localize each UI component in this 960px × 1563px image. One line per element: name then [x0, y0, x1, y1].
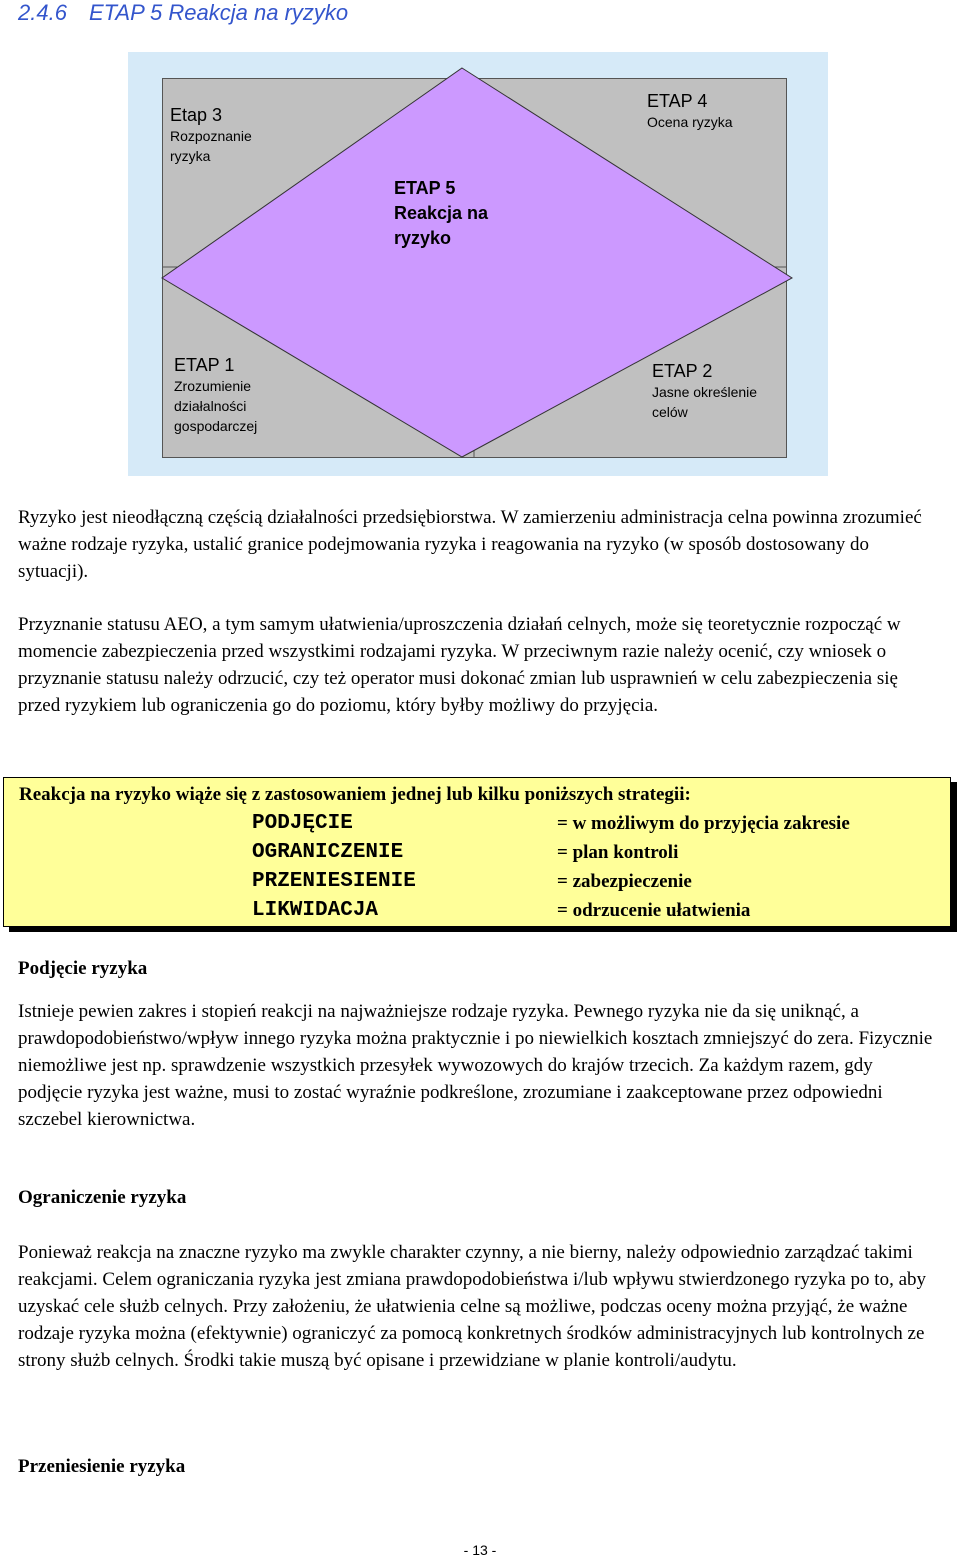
section-heading [18, 0, 348, 26]
subhead-podjecie: Podjęcie ryzyka [18, 958, 148, 979]
strategy-value: = plan kontroli [557, 842, 679, 863]
strategy-value: = odrzucenie ułatwienia [557, 900, 751, 921]
etap2-line2: celów [652, 404, 688, 420]
paragraph-intro: Ryzyko jest nieodłączną częścią działalności przedsiębiorstwa. W zamierzeniu administracja celna powinna zrozumieć ważne rodzaje ryzyka, ustalić granice podejmowania ryzyka i reagowania na ryzyko (w sposób dostosowany do sytuacji). [18, 507, 922, 582]
etap4-line1: Ocena ryzyka [647, 114, 733, 130]
section-title: ETAP 5 Reakcja na ryzyko [88, 0, 349, 25]
paragraph-podjecie: Istnieje pewien zakres i stopień reakcji na najważniejsze rodzaje ryzyka. Pewnego ryzyka nie da się uniknąć, a prawdopodobieństwo/wpływ innego ryzyka można praktycznie i po niewielkich kosztach zmniejszyć do zera. Fizycznie niemożliwe jest np. sprawdzenie wszystkich przesyłek wywozowych do krajów trzecich. Za każdym razem, gdy podjęcie ryzyka jest ważne, musi to zostać wyraźnie podkreślone, zrozumiane i zaakceptowane przez odpowiedni szczebel kierownictwa. [18, 1001, 933, 1130]
subhead-przeniesienie: Przeniesienie ryzyka [18, 1456, 186, 1477]
etap2-line1: Jasne określenie [652, 384, 758, 400]
etap3-title: Etap 3 [170, 105, 223, 125]
etap5-line1: ETAP 5 [394, 178, 456, 198]
strategy-name: LIKWIDACJA [252, 899, 379, 922]
paragraph-ograniczenie: Ponieważ reakcja na znaczne ryzyko ma zwykle charakter czynny, a nie bierny, należy odpowiednio zarządzać takimi reakcjami. Celem ograniczania ryzyka jest zmiana prawdopodobieństwa i/lub wpływu stwierdzonego ryzyka po to, aby uzyskać cele służb celnych. Przy założeniu, że ułatwienia celne są możliwe, podczas oceny można przyjąć, że ważne rodzaje ryzyka można (efektywnie) ograniczyć za pomocą konkretnych środków administracyjnych lub kontrolnych ze strony służb celnych. Środki takie muszą być opisane i przewidziane w planie kontroli/audytu. [18, 1242, 927, 1371]
risk-cycle-diagram [128, 52, 828, 476]
etap5-label [394, 176, 554, 251]
etap1-label [174, 354, 257, 436]
strategy-value: = w możliwym do przyjęcia zakresie [557, 813, 850, 834]
etap1-line3: gospodarczej [174, 418, 258, 434]
strategy-name: PRZENIESIENIE [252, 870, 416, 893]
etap3-line2: ryzyka [170, 148, 211, 164]
etap4-title: ETAP 4 [647, 91, 708, 111]
etap1-title: ETAP 1 [174, 355, 235, 375]
etap5-line2: Reakcja na [394, 203, 489, 223]
etap5-line3: ryzyko [394, 228, 452, 248]
paragraph-aeo: Przyznanie statusu AEO, a tym samym ułatwienia/uproszczenia działań celnych, może się teoretycznie rozpocząć w momencie zabezpieczenia przed wszystkimi rodzajami ryzyka. W przeciwnym razie należy ocenić, czy wniosek o przyznanie statusu należy odrzucić, czy też operator musi dokonać zmian lub usprawnień w celu zabezpieczenia się przed ryzykiem lub ograniczenia go do poziomu, który byłby możliwy do przyjęcia. [18, 614, 901, 716]
strategy-lead: Reakcja na ryzyko wiąże się z zastosowaniem jednej lub kilku poniższych strategii: [19, 784, 691, 805]
etap2-title: ETAP 2 [652, 361, 713, 381]
strategy-name: PODJĘCIE [252, 812, 353, 835]
subhead-ograniczenie: Ograniczenie ryzyka [18, 1187, 187, 1208]
etap1-line1: Zrozumienie [174, 378, 252, 394]
etap3-label [170, 104, 252, 166]
etap4-label [647, 90, 733, 132]
etap2-label [652, 360, 757, 422]
etap1-line2: działalności [174, 398, 247, 414]
strategy-name: OGRANICZENIE [252, 841, 404, 864]
section-number: 2.4.6 [18, 0, 67, 25]
strategy-box [3, 777, 951, 927]
etap3-line1: Rozpoznanie [170, 128, 252, 144]
strategy-value: = zabezpieczenie [557, 871, 692, 892]
page-number: - 13 - [463, 1542, 497, 1558]
